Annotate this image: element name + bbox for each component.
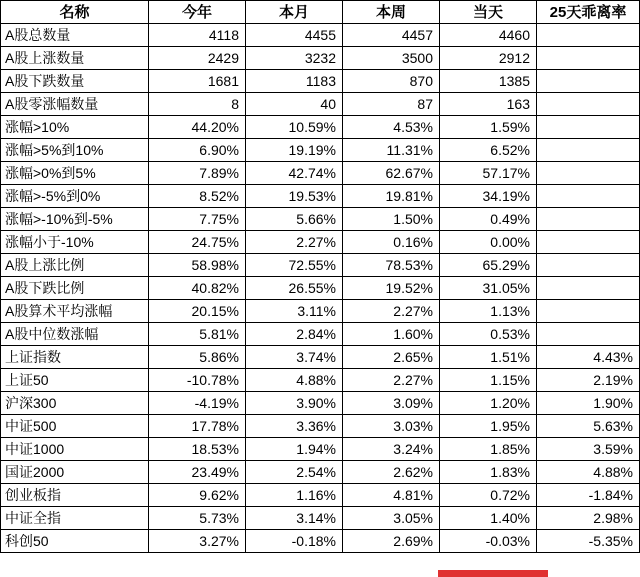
cell-value: 1.83%	[440, 461, 537, 484]
row-label: 涨幅>-5%到0%	[1, 185, 149, 208]
cell-value: 1.50%	[343, 208, 440, 231]
cell-value: -0.03%	[440, 530, 537, 553]
cell-value	[537, 47, 640, 70]
cell-value: 2.98%	[537, 507, 640, 530]
cell-value: 1.13%	[440, 300, 537, 323]
row-label: A股下跌比例	[1, 277, 149, 300]
cell-value: 19.19%	[246, 139, 343, 162]
cell-value: 5.66%	[246, 208, 343, 231]
table-row	[1, 208, 640, 231]
cell-value	[537, 300, 640, 323]
row-label: 上证50	[1, 369, 149, 392]
cell-value: 3.36%	[246, 415, 343, 438]
cell-value	[537, 93, 640, 116]
cell-value: 4460	[440, 24, 537, 47]
row-label: 上证指数	[1, 346, 149, 369]
cell-value: 2.19%	[537, 369, 640, 392]
cell-value: 34.19%	[440, 185, 537, 208]
cell-value: 87	[343, 93, 440, 116]
cell-value: -1.84%	[537, 484, 640, 507]
cell-value: 4.81%	[343, 484, 440, 507]
table-row	[1, 300, 640, 323]
row-label: 涨幅>5%到10%	[1, 139, 149, 162]
cell-value: 72.55%	[246, 254, 343, 277]
table-row	[1, 415, 640, 438]
cell-value: 0.00%	[440, 231, 537, 254]
cell-value	[537, 323, 640, 346]
cell-value: 4457	[343, 24, 440, 47]
cell-value: 8	[149, 93, 246, 116]
cell-value: 4455	[246, 24, 343, 47]
cell-value: 3.27%	[149, 530, 246, 553]
cell-value: 65.29%	[440, 254, 537, 277]
cell-value: 163	[440, 93, 537, 116]
cell-value: -10.78%	[149, 369, 246, 392]
cell-value: 4.53%	[343, 116, 440, 139]
table-row	[1, 530, 640, 553]
cell-value: 11.31%	[343, 139, 440, 162]
cell-value: -5.35%	[537, 530, 640, 553]
table-row	[1, 185, 640, 208]
row-label: 创业板指	[1, 484, 149, 507]
cell-value: 3.24%	[343, 438, 440, 461]
cell-value: -0.18%	[246, 530, 343, 553]
row-label: 中证全指	[1, 507, 149, 530]
row-label: A股中位数涨幅	[1, 323, 149, 346]
cell-value: 4.88%	[246, 369, 343, 392]
cell-value: 5.73%	[149, 507, 246, 530]
row-label: 涨幅>-10%到-5%	[1, 208, 149, 231]
cell-value: 2.27%	[343, 300, 440, 323]
cell-value: 3.74%	[246, 346, 343, 369]
cell-value: 3.05%	[343, 507, 440, 530]
row-label: A股算术平均涨幅	[1, 300, 149, 323]
cell-value: 2.62%	[343, 461, 440, 484]
table-row	[1, 162, 640, 185]
cell-value: 0.53%	[440, 323, 537, 346]
row-label: 国证2000	[1, 461, 149, 484]
column-header-year: 今年	[149, 1, 246, 24]
row-label: A股总数量	[1, 24, 149, 47]
cell-value: 26.55%	[246, 277, 343, 300]
row-label: 科创50	[1, 530, 149, 553]
row-label: 中证1000	[1, 438, 149, 461]
cell-value	[537, 208, 640, 231]
row-label: A股上涨比例	[1, 254, 149, 277]
table-row	[1, 484, 640, 507]
row-label: 涨幅>10%	[1, 116, 149, 139]
cell-value: 1.95%	[440, 415, 537, 438]
table-header-row	[1, 1, 640, 24]
cell-value: 5.86%	[149, 346, 246, 369]
cell-value: 1.40%	[440, 507, 537, 530]
cell-value: 6.52%	[440, 139, 537, 162]
cell-value: 19.81%	[343, 185, 440, 208]
table-row	[1, 93, 640, 116]
table-header	[1, 1, 640, 24]
cell-value: 3232	[246, 47, 343, 70]
cell-value: 1.85%	[440, 438, 537, 461]
table-row	[1, 461, 640, 484]
cell-value	[537, 254, 640, 277]
cell-value: 19.52%	[343, 277, 440, 300]
cell-value: 2.54%	[246, 461, 343, 484]
cell-value: 62.67%	[343, 162, 440, 185]
row-label: 中证500	[1, 415, 149, 438]
cell-value: 1385	[440, 70, 537, 93]
cell-value: 40.82%	[149, 277, 246, 300]
row-label: 沪深300	[1, 392, 149, 415]
cell-value	[537, 24, 640, 47]
cell-value: 4.43%	[537, 346, 640, 369]
table-row	[1, 116, 640, 139]
cell-value: 870	[343, 70, 440, 93]
cell-value: 44.20%	[149, 116, 246, 139]
cell-value: 3.09%	[343, 392, 440, 415]
table-row	[1, 277, 640, 300]
cell-value: 10.59%	[246, 116, 343, 139]
cell-value: 24.75%	[149, 231, 246, 254]
cell-value: 6.90%	[149, 139, 246, 162]
cell-value: 1.59%	[440, 116, 537, 139]
cell-value	[537, 231, 640, 254]
cell-value: 1183	[246, 70, 343, 93]
cell-value	[537, 139, 640, 162]
table-row	[1, 139, 640, 162]
row-label: A股零涨幅数量	[1, 93, 149, 116]
cell-value: 17.78%	[149, 415, 246, 438]
cell-value: 2429	[149, 47, 246, 70]
column-header-name: 名称	[1, 1, 149, 24]
cell-value: 1.20%	[440, 392, 537, 415]
cell-value: 0.49%	[440, 208, 537, 231]
cell-value: 3500	[343, 47, 440, 70]
row-label: A股下跌数量	[1, 70, 149, 93]
cell-value: 2.84%	[246, 323, 343, 346]
cell-value: 31.05%	[440, 277, 537, 300]
row-label: A股上涨数量	[1, 47, 149, 70]
table-row	[1, 323, 640, 346]
cell-value: 3.11%	[246, 300, 343, 323]
column-header-week: 本周	[343, 1, 440, 24]
cell-value: 1.51%	[440, 346, 537, 369]
table-row	[1, 346, 640, 369]
cell-value: 40	[246, 93, 343, 116]
cell-value: 5.63%	[537, 415, 640, 438]
cell-value: 18.53%	[149, 438, 246, 461]
cell-value: 2.27%	[343, 369, 440, 392]
table-row	[1, 47, 640, 70]
cell-value: 23.49%	[149, 461, 246, 484]
cell-value: 0.16%	[343, 231, 440, 254]
cell-value: 0.72%	[440, 484, 537, 507]
table-body	[1, 24, 640, 553]
table-row	[1, 231, 640, 254]
cell-value	[537, 116, 640, 139]
cell-value: 2.27%	[246, 231, 343, 254]
column-header-today: 当天	[440, 1, 537, 24]
cell-value: 42.74%	[246, 162, 343, 185]
cell-value: 1.94%	[246, 438, 343, 461]
cell-value: 20.15%	[149, 300, 246, 323]
cell-value: 9.62%	[149, 484, 246, 507]
cell-value: 3.59%	[537, 438, 640, 461]
cell-value: 1.60%	[343, 323, 440, 346]
cell-value	[537, 185, 640, 208]
cell-value: -4.19%	[149, 392, 246, 415]
cell-value: 7.75%	[149, 208, 246, 231]
table-row	[1, 24, 640, 47]
cell-value: 3.03%	[343, 415, 440, 438]
cell-value: 3.90%	[246, 392, 343, 415]
cell-value: 58.98%	[149, 254, 246, 277]
cell-value	[537, 162, 640, 185]
cell-value: 57.17%	[440, 162, 537, 185]
cell-value: 2.69%	[343, 530, 440, 553]
cell-value: 1.15%	[440, 369, 537, 392]
cell-value: 4118	[149, 24, 246, 47]
cell-value: 1.16%	[246, 484, 343, 507]
cell-value: 78.53%	[343, 254, 440, 277]
cell-value: 3.14%	[246, 507, 343, 530]
column-header-bias25: 25天乖离率	[537, 1, 640, 24]
table-row	[1, 70, 640, 93]
cell-value: 4.88%	[537, 461, 640, 484]
cell-value	[537, 277, 640, 300]
table-row	[1, 369, 640, 392]
cell-value: 7.89%	[149, 162, 246, 185]
cell-value: 1681	[149, 70, 246, 93]
column-header-month: 本月	[246, 1, 343, 24]
table-row	[1, 438, 640, 461]
row-label: 涨幅小于-10%	[1, 231, 149, 254]
table-row	[1, 507, 640, 530]
cell-value: 1.90%	[537, 392, 640, 415]
table-row	[1, 254, 640, 277]
cell-value: 8.52%	[149, 185, 246, 208]
bottom-red-marker	[438, 570, 548, 577]
cell-value: 5.81%	[149, 323, 246, 346]
cell-value: 2912	[440, 47, 537, 70]
cell-value: 19.53%	[246, 185, 343, 208]
cell-value	[537, 70, 640, 93]
cell-value: 2.65%	[343, 346, 440, 369]
table-row	[1, 392, 640, 415]
row-label: 涨幅>0%到5%	[1, 162, 149, 185]
